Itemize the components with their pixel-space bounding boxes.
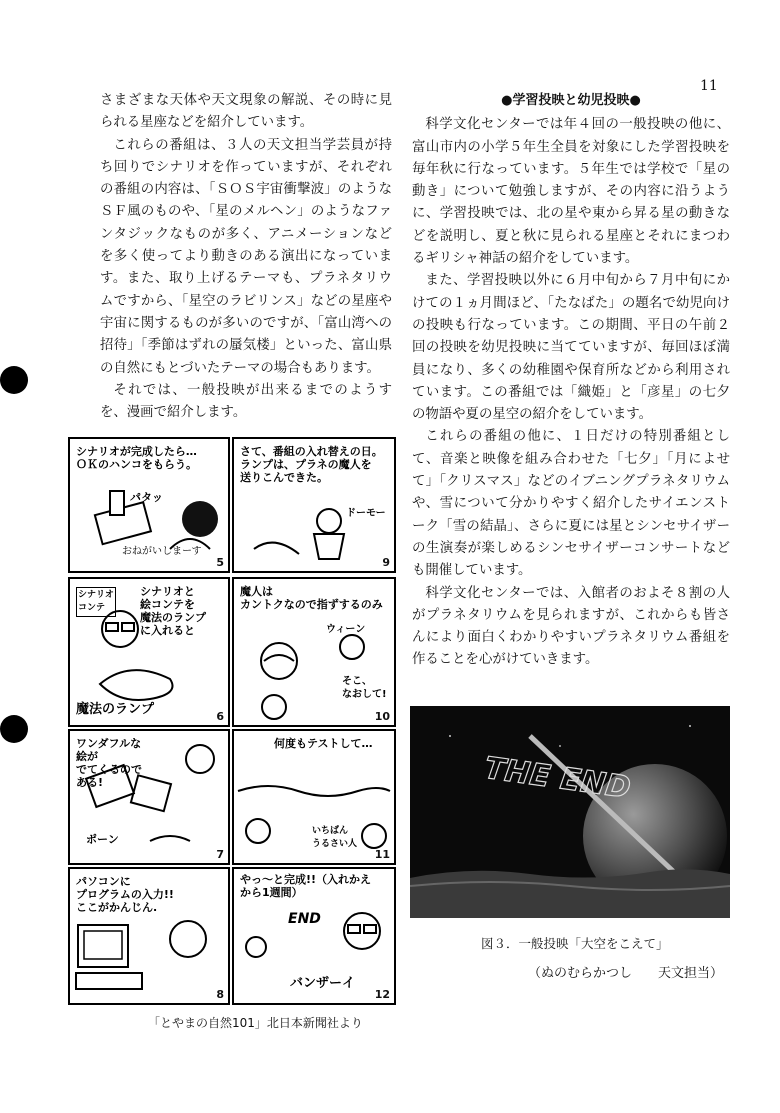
comic-drawing <box>70 869 228 1003</box>
photo-overlay-text: THE END <box>482 750 633 806</box>
comic-sfx: ウィーン <box>326 624 366 635</box>
right-paragraph-4: 科学文化センターでは、入館者のおよそ８割の人がプラネタリウムを見られますが、これからも皆さんにより面白くわかりやすいプラネタリウム番組を作ることを心がけていきます。 <box>412 585 730 668</box>
left-column <box>100 90 392 424</box>
comic-sfx: パタッ <box>130 491 163 504</box>
comic-drawing <box>234 439 394 571</box>
comic-panel-11 <box>232 729 396 865</box>
comic-panel-text: やっ～と完成!!（入れかえ から1週間） <box>240 873 372 899</box>
left-paragraph-2: これらの番組は、３人の天文担当学芸員が持ち回りでシナリオを作っていますが、それぞれの番組の内容は、「ＳＯＳ宇宙衝撃波」のようなＳＦ風のものや、「星のメルヘン」のようなファンタジックなものが多く、アニメーションなどを多く使ってより動きのある演出になっています。また、取り上げるテーマも、プラネタリウムですから、「星空のラビリンス」などの星座や宇宙に関するものが多いのですが、「富山湾への招待」「季節はずれの蜃気楼」といった、富山県の自然にもとづいたテーマの場合もあります。 <box>100 137 392 376</box>
comic-panel-number: 12 <box>374 988 390 1001</box>
right-paragraph-2: また、学習投映以外に６月中旬から７月中旬にかけての１ヵ月間ほど、「たなばた」の題名で幼児向けの投映も行なっています。この期間、平日の午前２回の投映を幼児投映に当てていますが、毎回ほぼ満員になり、多くの幼稚園や保育所などから利用されています。この番組では「織姫」と「彦星」の七夕の物語や夏の星空の紹介をしています。 <box>412 273 730 423</box>
comic-panel-text: さて、番組の入れ替えの日。 ランプは、プラネの魔人を 送りこんできた。 <box>240 445 383 484</box>
comic-panel-number: 5 <box>216 556 224 569</box>
comic-caption: 「とやまの自然101」北日本新聞社より <box>148 1016 363 1030</box>
comic-panel-8 <box>68 867 230 1005</box>
comic-strip <box>68 437 394 1003</box>
comic-sfx: 魔法のランプ <box>76 702 155 717</box>
comic-panel-6 <box>68 577 230 727</box>
comic-panel-text: シナリオが完成したら… ＯＫのハンコをもらう。 <box>76 445 197 471</box>
right-paragraph-1: 科学文化センターでは年４回の一般投映の他に、富山市内の小学５年生全員を対象にした学習投映を毎年秋に行なっています。５年生では学校で「星の動き」について勉強しますが、その内容に沿うように、学習投映では、北の星や東から昇る星の動きなどを説明し、夏と秋に見られる星座とそれにまつわるギリシャ神話の紹介をしています。 <box>412 117 730 267</box>
comic-panel-10 <box>232 577 396 727</box>
comic-panel-text: ワンダフルな 絵が でてくるので ある! <box>76 737 142 789</box>
page-number: 11 <box>700 78 718 94</box>
comic-panel-9 <box>232 437 396 573</box>
planet-illustration <box>410 706 730 918</box>
comic-dialogue: バンザーイ <box>290 976 356 991</box>
photo-caption: 図３．一般投映「大空をこえて」 <box>481 936 669 951</box>
comic-sfx: ポーン <box>86 833 119 846</box>
comic-panel-number: 10 <box>374 710 390 723</box>
photo-credit: （ぬのむらかつし 天文担当） <box>528 966 724 981</box>
comic-panel-number: 11 <box>374 848 390 861</box>
comic-panel-number: 8 <box>216 988 224 1001</box>
comic-panel-number: 7 <box>216 848 224 861</box>
comic-panel-5 <box>68 437 230 573</box>
left-paragraph-3: それでは、一般投映が出来るまでのようすを、漫画で紹介します。 <box>100 382 392 421</box>
comic-sfx: ドーモー <box>346 508 386 519</box>
comic-dialogue: そこ、 なおして! <box>342 676 387 700</box>
comic-dialogue: シナリオ コンテ <box>76 587 116 617</box>
comic-panel-text: シナリオと 絵コンテを 魔法のランプ に入れると <box>140 585 206 637</box>
comic-panel-text: 魔人は カントクなので指ずするのみ <box>240 585 383 611</box>
binder-hole-bottom <box>0 715 28 743</box>
right-column <box>412 90 730 672</box>
comic-panel-7 <box>68 729 230 865</box>
comic-panel-number: 9 <box>382 556 390 569</box>
comic-sfx: END <box>288 911 321 927</box>
left-paragraph-1: さまざまな天体や天文現象の解説、その時に見られる星座などを紹介しています。 <box>100 93 392 131</box>
comic-panel-number: 6 <box>216 710 224 723</box>
comic-panel-text: パソコンに プログラムの入力!! ここがかんじん. <box>76 875 174 914</box>
comic-dialogue: いちばん うるさい人 <box>312 826 358 849</box>
section-heading: ●学習投映と幼児投映● <box>501 93 641 108</box>
comic-panel-text: 何度もテストして… <box>274 737 373 750</box>
comic-dialogue: おねがいしまーす <box>122 546 202 557</box>
photo-the-end <box>410 706 730 918</box>
right-paragraph-3: これらの番組の他に、１日だけの特別番組として、音楽と映像を組み合わせた「七夕」「月によせて」「クリスマス」などのイブニングプラネタリウムや、雪について分かりやすく紹介したサイエンストーク「雪の結晶」、さらに夏には星とシンセサイザーの生演奏が楽しめるシンセサイザーコンサートなども開催しています。 <box>412 429 730 579</box>
comic-panel-12 <box>232 867 396 1005</box>
comic-drawing <box>234 579 394 725</box>
binder-hole-top <box>0 366 28 394</box>
